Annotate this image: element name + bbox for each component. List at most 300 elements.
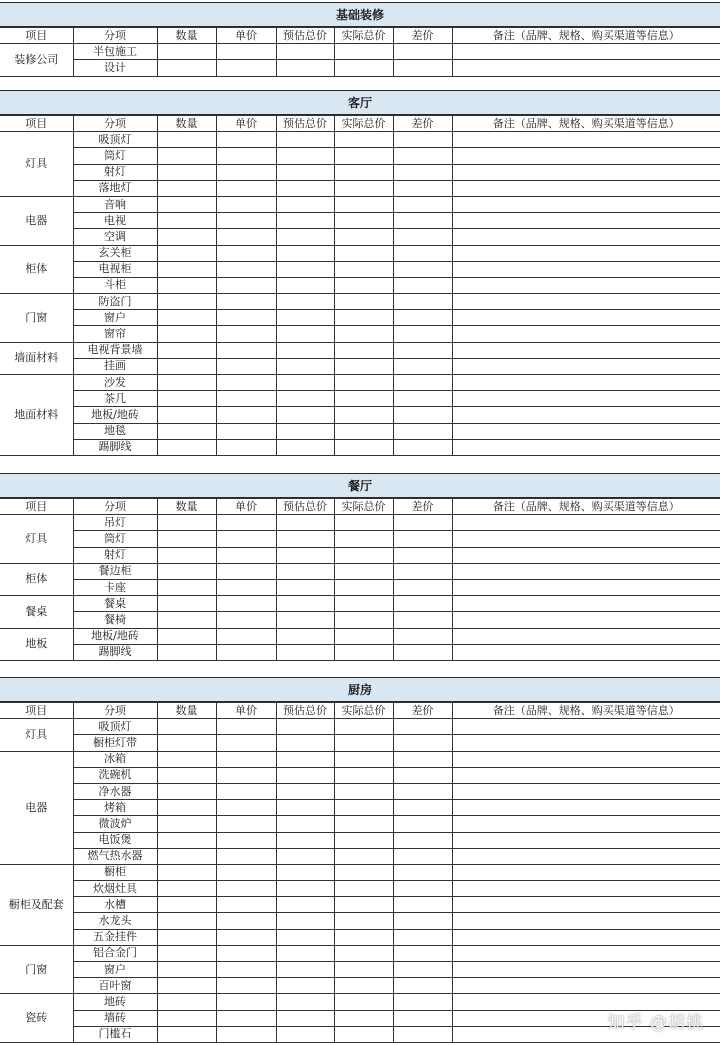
empty-cell[interactable] — [216, 515, 276, 531]
empty-cell[interactable] — [216, 391, 276, 407]
empty-cell[interactable] — [216, 913, 276, 929]
empty-cell[interactable] — [452, 164, 720, 180]
empty-cell[interactable] — [276, 751, 334, 767]
empty-cell[interactable] — [276, 1026, 334, 1042]
empty-cell[interactable] — [276, 326, 334, 342]
empty-cell[interactable] — [393, 229, 452, 245]
empty-cell[interactable] — [393, 1010, 452, 1026]
empty-cell[interactable] — [276, 816, 334, 832]
empty-cell[interactable] — [452, 229, 720, 245]
empty-cell[interactable] — [216, 978, 276, 994]
empty-cell[interactable] — [452, 832, 720, 848]
empty-cell[interactable] — [276, 277, 334, 293]
empty-cell[interactable] — [276, 148, 334, 164]
empty-cell[interactable] — [157, 897, 216, 913]
empty-cell[interactable] — [334, 245, 393, 261]
empty-cell[interactable] — [452, 326, 720, 342]
empty-cell[interactable] — [334, 800, 393, 816]
empty-cell[interactable] — [452, 579, 720, 595]
empty-cell[interactable] — [393, 897, 452, 913]
empty-cell[interactable] — [452, 751, 720, 767]
empty-cell[interactable] — [393, 719, 452, 735]
empty-cell[interactable] — [334, 767, 393, 783]
empty-cell[interactable] — [157, 751, 216, 767]
empty-cell[interactable] — [276, 407, 334, 423]
empty-cell[interactable] — [452, 423, 720, 439]
empty-cell[interactable] — [393, 180, 452, 196]
empty-cell[interactable] — [157, 294, 216, 310]
empty-cell[interactable] — [157, 164, 216, 180]
empty-cell[interactable] — [334, 547, 393, 563]
empty-cell[interactable] — [276, 962, 334, 978]
empty-cell[interactable] — [276, 342, 334, 358]
empty-cell[interactable] — [452, 978, 720, 994]
empty-cell[interactable] — [452, 816, 720, 832]
empty-cell[interactable] — [452, 800, 720, 816]
empty-cell[interactable] — [393, 342, 452, 358]
empty-cell[interactable] — [334, 783, 393, 799]
empty-cell[interactable] — [452, 294, 720, 310]
empty-cell[interactable] — [393, 439, 452, 455]
empty-cell[interactable] — [276, 719, 334, 735]
empty-cell[interactable] — [157, 423, 216, 439]
empty-cell[interactable] — [216, 342, 276, 358]
empty-cell[interactable] — [157, 719, 216, 735]
empty-cell[interactable] — [216, 881, 276, 897]
empty-cell[interactable] — [276, 294, 334, 310]
empty-cell[interactable] — [452, 531, 720, 547]
empty-cell[interactable] — [452, 407, 720, 423]
empty-cell[interactable] — [157, 60, 216, 76]
empty-cell[interactable] — [393, 563, 452, 579]
empty-cell[interactable] — [393, 44, 452, 60]
empty-cell[interactable] — [157, 44, 216, 60]
empty-cell[interactable] — [276, 164, 334, 180]
empty-cell[interactable] — [334, 439, 393, 455]
empty-cell[interactable] — [216, 261, 276, 277]
empty-cell[interactable] — [157, 994, 216, 1010]
empty-cell[interactable] — [216, 148, 276, 164]
empty-cell[interactable] — [216, 897, 276, 913]
empty-cell[interactable] — [452, 375, 720, 391]
empty-cell[interactable] — [334, 213, 393, 229]
empty-cell[interactable] — [452, 180, 720, 196]
empty-cell[interactable] — [157, 945, 216, 961]
empty-cell[interactable] — [393, 945, 452, 961]
empty-cell[interactable] — [393, 978, 452, 994]
empty-cell[interactable] — [216, 229, 276, 245]
empty-cell[interactable] — [216, 767, 276, 783]
empty-cell[interactable] — [393, 531, 452, 547]
empty-cell[interactable] — [216, 751, 276, 767]
empty-cell[interactable] — [393, 196, 452, 212]
empty-cell[interactable] — [276, 945, 334, 961]
empty-cell[interactable] — [276, 864, 334, 880]
empty-cell[interactable] — [216, 719, 276, 735]
empty-cell[interactable] — [334, 628, 393, 644]
empty-cell[interactable] — [393, 612, 452, 628]
empty-cell[interactable] — [216, 547, 276, 563]
empty-cell[interactable] — [334, 1026, 393, 1042]
empty-cell[interactable] — [157, 832, 216, 848]
empty-cell[interactable] — [452, 563, 720, 579]
empty-cell[interactable] — [393, 962, 452, 978]
empty-cell[interactable] — [334, 277, 393, 293]
empty-cell[interactable] — [157, 628, 216, 644]
empty-cell[interactable] — [334, 897, 393, 913]
empty-cell[interactable] — [452, 945, 720, 961]
empty-cell[interactable] — [393, 310, 452, 326]
empty-cell[interactable] — [452, 213, 720, 229]
empty-cell[interactable] — [334, 342, 393, 358]
empty-cell[interactable] — [334, 719, 393, 735]
empty-cell[interactable] — [216, 945, 276, 961]
empty-cell[interactable] — [157, 531, 216, 547]
empty-cell[interactable] — [276, 929, 334, 945]
empty-cell[interactable] — [334, 994, 393, 1010]
empty-cell[interactable] — [157, 391, 216, 407]
empty-cell[interactable] — [334, 132, 393, 148]
empty-cell[interactable] — [276, 60, 334, 76]
empty-cell[interactable] — [216, 180, 276, 196]
empty-cell[interactable] — [216, 644, 276, 660]
empty-cell[interactable] — [334, 881, 393, 897]
empty-cell[interactable] — [157, 767, 216, 783]
empty-cell[interactable] — [452, 612, 720, 628]
empty-cell[interactable] — [334, 596, 393, 612]
empty-cell[interactable] — [216, 294, 276, 310]
empty-cell[interactable] — [334, 164, 393, 180]
empty-cell[interactable] — [157, 881, 216, 897]
empty-cell[interactable] — [216, 783, 276, 799]
empty-cell[interactable] — [393, 326, 452, 342]
empty-cell[interactable] — [393, 579, 452, 595]
empty-cell[interactable] — [452, 929, 720, 945]
empty-cell[interactable] — [276, 596, 334, 612]
empty-cell[interactable] — [276, 213, 334, 229]
empty-cell[interactable] — [216, 832, 276, 848]
empty-cell[interactable] — [157, 864, 216, 880]
empty-cell[interactable] — [157, 913, 216, 929]
empty-cell[interactable] — [216, 628, 276, 644]
empty-cell[interactable] — [393, 261, 452, 277]
empty-cell[interactable] — [452, 44, 720, 60]
empty-cell[interactable] — [276, 628, 334, 644]
empty-cell[interactable] — [334, 832, 393, 848]
empty-cell[interactable] — [334, 612, 393, 628]
empty-cell[interactable] — [334, 423, 393, 439]
empty-cell[interactable] — [334, 391, 393, 407]
empty-cell[interactable] — [157, 326, 216, 342]
empty-cell[interactable] — [334, 375, 393, 391]
empty-cell[interactable] — [157, 816, 216, 832]
empty-cell[interactable] — [216, 800, 276, 816]
empty-cell[interactable] — [157, 196, 216, 212]
empty-cell[interactable] — [393, 1026, 452, 1042]
empty-cell[interactable] — [216, 132, 276, 148]
empty-cell[interactable] — [334, 326, 393, 342]
empty-cell[interactable] — [452, 261, 720, 277]
empty-cell[interactable] — [393, 407, 452, 423]
empty-cell[interactable] — [276, 245, 334, 261]
empty-cell[interactable] — [393, 596, 452, 612]
empty-cell[interactable] — [276, 913, 334, 929]
empty-cell[interactable] — [393, 644, 452, 660]
empty-cell[interactable] — [157, 148, 216, 164]
empty-cell[interactable] — [452, 913, 720, 929]
empty-cell[interactable] — [276, 644, 334, 660]
empty-cell[interactable] — [452, 628, 720, 644]
empty-cell[interactable] — [452, 735, 720, 751]
empty-cell[interactable] — [452, 767, 720, 783]
empty-cell[interactable] — [157, 1026, 216, 1042]
empty-cell[interactable] — [393, 864, 452, 880]
empty-cell[interactable] — [334, 929, 393, 945]
empty-cell[interactable] — [452, 897, 720, 913]
empty-cell[interactable] — [157, 596, 216, 612]
empty-cell[interactable] — [452, 962, 720, 978]
empty-cell[interactable] — [334, 229, 393, 245]
empty-cell[interactable] — [393, 832, 452, 848]
empty-cell[interactable] — [157, 783, 216, 799]
empty-cell[interactable] — [157, 612, 216, 628]
empty-cell[interactable] — [276, 196, 334, 212]
empty-cell[interactable] — [157, 375, 216, 391]
empty-cell[interactable] — [334, 962, 393, 978]
empty-cell[interactable] — [393, 515, 452, 531]
empty-cell[interactable] — [157, 848, 216, 864]
empty-cell[interactable] — [157, 407, 216, 423]
empty-cell[interactable] — [452, 864, 720, 880]
empty-cell[interactable] — [157, 563, 216, 579]
empty-cell[interactable] — [393, 164, 452, 180]
empty-cell[interactable] — [216, 816, 276, 832]
empty-cell[interactable] — [452, 310, 720, 326]
empty-cell[interactable] — [393, 751, 452, 767]
empty-cell[interactable] — [393, 294, 452, 310]
empty-cell[interactable] — [334, 196, 393, 212]
empty-cell[interactable] — [334, 978, 393, 994]
empty-cell[interactable] — [334, 44, 393, 60]
empty-cell[interactable] — [393, 423, 452, 439]
empty-cell[interactable] — [334, 407, 393, 423]
empty-cell[interactable] — [216, 213, 276, 229]
empty-cell[interactable] — [276, 229, 334, 245]
empty-cell[interactable] — [393, 358, 452, 374]
empty-cell[interactable] — [393, 547, 452, 563]
empty-cell[interactable] — [452, 277, 720, 293]
empty-cell[interactable] — [216, 735, 276, 751]
empty-cell[interactable] — [216, 962, 276, 978]
empty-cell[interactable] — [216, 196, 276, 212]
empty-cell[interactable] — [393, 735, 452, 751]
empty-cell[interactable] — [216, 994, 276, 1010]
empty-cell[interactable] — [393, 848, 452, 864]
empty-cell[interactable] — [393, 132, 452, 148]
empty-cell[interactable] — [393, 994, 452, 1010]
empty-cell[interactable] — [334, 816, 393, 832]
empty-cell[interactable] — [393, 767, 452, 783]
empty-cell[interactable] — [216, 1026, 276, 1042]
empty-cell[interactable] — [276, 978, 334, 994]
empty-cell[interactable] — [334, 1010, 393, 1026]
empty-cell[interactable] — [334, 864, 393, 880]
empty-cell[interactable] — [452, 196, 720, 212]
empty-cell[interactable] — [334, 563, 393, 579]
empty-cell[interactable] — [452, 848, 720, 864]
empty-cell[interactable] — [276, 44, 334, 60]
empty-cell[interactable] — [276, 423, 334, 439]
empty-cell[interactable] — [334, 358, 393, 374]
empty-cell[interactable] — [393, 929, 452, 945]
empty-cell[interactable] — [276, 848, 334, 864]
empty-cell[interactable] — [276, 180, 334, 196]
empty-cell[interactable] — [452, 644, 720, 660]
empty-cell[interactable] — [157, 579, 216, 595]
empty-cell[interactable] — [393, 213, 452, 229]
empty-cell[interactable] — [393, 783, 452, 799]
empty-cell[interactable] — [216, 929, 276, 945]
empty-cell[interactable] — [157, 962, 216, 978]
empty-cell[interactable] — [452, 132, 720, 148]
empty-cell[interactable] — [216, 277, 276, 293]
empty-cell[interactable] — [157, 929, 216, 945]
empty-cell[interactable] — [216, 423, 276, 439]
empty-cell[interactable] — [216, 326, 276, 342]
empty-cell[interactable] — [452, 719, 720, 735]
empty-cell[interactable] — [452, 358, 720, 374]
empty-cell[interactable] — [216, 44, 276, 60]
empty-cell[interactable] — [276, 439, 334, 455]
empty-cell[interactable] — [216, 375, 276, 391]
empty-cell[interactable] — [216, 358, 276, 374]
empty-cell[interactable] — [393, 60, 452, 76]
empty-cell[interactable] — [276, 881, 334, 897]
empty-cell[interactable] — [276, 735, 334, 751]
empty-cell[interactable] — [334, 294, 393, 310]
empty-cell[interactable] — [216, 531, 276, 547]
empty-cell[interactable] — [276, 897, 334, 913]
empty-cell[interactable] — [393, 913, 452, 929]
empty-cell[interactable] — [216, 164, 276, 180]
empty-cell[interactable] — [216, 864, 276, 880]
empty-cell[interactable] — [216, 310, 276, 326]
empty-cell[interactable] — [157, 213, 216, 229]
empty-cell[interactable] — [157, 180, 216, 196]
empty-cell[interactable] — [393, 245, 452, 261]
empty-cell[interactable] — [216, 596, 276, 612]
empty-cell[interactable] — [276, 515, 334, 531]
empty-cell[interactable] — [452, 596, 720, 612]
empty-cell[interactable] — [157, 310, 216, 326]
empty-cell[interactable] — [452, 515, 720, 531]
empty-cell[interactable] — [216, 1010, 276, 1026]
empty-cell[interactable] — [452, 439, 720, 455]
empty-cell[interactable] — [276, 310, 334, 326]
empty-cell[interactable] — [334, 261, 393, 277]
empty-cell[interactable] — [334, 148, 393, 164]
empty-cell[interactable] — [216, 563, 276, 579]
empty-cell[interactable] — [452, 881, 720, 897]
empty-cell[interactable] — [157, 277, 216, 293]
empty-cell[interactable] — [334, 180, 393, 196]
empty-cell[interactable] — [276, 800, 334, 816]
empty-cell[interactable] — [452, 547, 720, 563]
empty-cell[interactable] — [393, 375, 452, 391]
empty-cell[interactable] — [334, 60, 393, 76]
empty-cell[interactable] — [452, 783, 720, 799]
empty-cell[interactable] — [276, 612, 334, 628]
empty-cell[interactable] — [393, 800, 452, 816]
empty-cell[interactable] — [157, 439, 216, 455]
empty-cell[interactable] — [452, 391, 720, 407]
empty-cell[interactable] — [276, 1010, 334, 1026]
empty-cell[interactable] — [452, 148, 720, 164]
empty-cell[interactable] — [334, 848, 393, 864]
empty-cell[interactable] — [157, 515, 216, 531]
empty-cell[interactable] — [452, 342, 720, 358]
empty-cell[interactable] — [276, 767, 334, 783]
empty-cell[interactable] — [393, 628, 452, 644]
empty-cell[interactable] — [334, 310, 393, 326]
empty-cell[interactable] — [334, 644, 393, 660]
empty-cell[interactable] — [157, 978, 216, 994]
empty-cell[interactable] — [334, 945, 393, 961]
empty-cell[interactable] — [276, 783, 334, 799]
empty-cell[interactable] — [157, 261, 216, 277]
empty-cell[interactable] — [393, 148, 452, 164]
empty-cell[interactable] — [276, 531, 334, 547]
empty-cell[interactable] — [216, 407, 276, 423]
empty-cell[interactable] — [276, 375, 334, 391]
empty-cell[interactable] — [157, 358, 216, 374]
empty-cell[interactable] — [157, 1010, 216, 1026]
empty-cell[interactable] — [157, 229, 216, 245]
empty-cell[interactable] — [157, 132, 216, 148]
empty-cell[interactable] — [157, 342, 216, 358]
empty-cell[interactable] — [157, 245, 216, 261]
empty-cell[interactable] — [276, 132, 334, 148]
empty-cell[interactable] — [276, 547, 334, 563]
empty-cell[interactable] — [216, 848, 276, 864]
empty-cell[interactable] — [393, 816, 452, 832]
empty-cell[interactable] — [276, 391, 334, 407]
empty-cell[interactable] — [157, 735, 216, 751]
empty-cell[interactable] — [334, 531, 393, 547]
empty-cell[interactable] — [276, 994, 334, 1010]
empty-cell[interactable] — [216, 579, 276, 595]
empty-cell[interactable] — [157, 644, 216, 660]
empty-cell[interactable] — [216, 60, 276, 76]
empty-cell[interactable] — [216, 612, 276, 628]
empty-cell[interactable] — [276, 832, 334, 848]
empty-cell[interactable] — [276, 261, 334, 277]
empty-cell[interactable] — [452, 60, 720, 76]
empty-cell[interactable] — [276, 563, 334, 579]
empty-cell[interactable] — [452, 245, 720, 261]
empty-cell[interactable] — [393, 277, 452, 293]
empty-cell[interactable] — [276, 358, 334, 374]
empty-cell[interactable] — [393, 881, 452, 897]
empty-cell[interactable] — [334, 579, 393, 595]
empty-cell[interactable] — [334, 515, 393, 531]
empty-cell[interactable] — [276, 579, 334, 595]
empty-cell[interactable] — [334, 735, 393, 751]
empty-cell[interactable] — [216, 439, 276, 455]
empty-cell[interactable] — [393, 391, 452, 407]
empty-cell[interactable] — [334, 751, 393, 767]
empty-cell[interactable] — [334, 913, 393, 929]
